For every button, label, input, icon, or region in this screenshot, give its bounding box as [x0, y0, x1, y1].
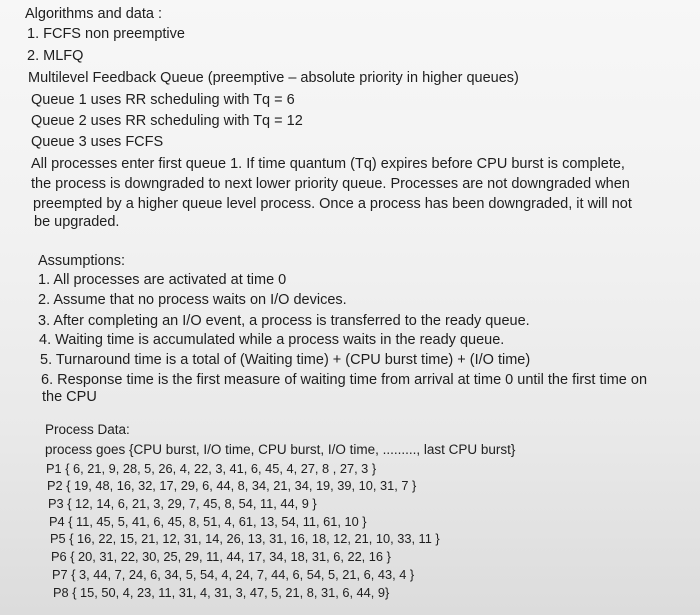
process-p4: P4 { 11, 45, 5, 41, 6, 45, 8, 51, 4, 61, 13, 54, 11, 61, 10 }	[49, 514, 367, 529]
algorithm-mlfq: 2. MLFQ	[27, 48, 84, 64]
algorithm-fcfs: 1. FCFS non preemptive	[27, 26, 185, 42]
process-p8: P8 { 15, 50, 4, 23, 11, 31, 4, 31, 3, 47, 5, 21, 8, 31, 6, 44, 9}	[53, 585, 390, 600]
assumption-1: 1. All processes are activated at time 0	[38, 272, 287, 288]
queue3-rule: Queue 3 uses FCFS	[31, 134, 164, 150]
process-data-heading: Process Data:	[45, 422, 130, 437]
assumption-3: 3. After completing an I/O event, a process is transferred to the ready queue.	[38, 313, 530, 329]
assumption-4: 4. Waiting time is accumulated while a process waits in the ready queue.	[39, 332, 505, 348]
rules-line-3: preempted by a higher queue level process. Once a process has been downgraded, it will not	[33, 196, 632, 212]
process-format: process goes {CPU burst, I/O time, CPU burst, I/O time, ........., last CPU burst}	[45, 442, 516, 457]
process-p7: P7 { 3, 44, 7, 24, 6, 34, 5, 54, 4, 24, 7, 44, 6, 54, 5, 21, 6, 43, 4 }	[52, 567, 415, 582]
queue1-rule: Queue 1 uses RR scheduling with Tq = 6	[31, 92, 295, 108]
process-p5: P5 { 16, 22, 15, 21, 12, 31, 14, 26, 13, 31, 16, 18, 12, 21, 10, 33, 11 }	[50, 531, 440, 546]
assumption-6-line-1: 6. Response time is the first measure of waiting time from arrival at time 0 until the first time on	[41, 372, 648, 388]
assumption-2: 2. Assume that no process waits on I/O devices.	[38, 292, 347, 308]
rules-line-1: All processes enter first queue 1. If time quantum (Tq) expires before CPU burst is complete,	[31, 156, 625, 172]
assumption-5: 5. Turnaround time is a total of (Waiting time) + (CPU burst time) + (I/O time)	[40, 352, 531, 368]
process-p1: P1 { 6, 21, 9, 28, 5, 26, 4, 22, 3, 41, 6, 45, 4, 27, 8 , 27, 3 }	[46, 461, 377, 476]
assumption-6-line-2: the CPU	[42, 389, 97, 405]
mlfq-definition: Multilevel Feedback Queue (preemptive – absolute priority in higher queues)	[28, 70, 519, 86]
process-p3: P3 { 12, 14, 6, 21, 3, 29, 7, 45, 8, 54, 11, 44, 9 }	[48, 496, 317, 511]
rules-line-2: the process is downgraded to next lower priority queue. Processes are not downgraded when	[31, 176, 630, 192]
doc-title: Algorithms and data :	[25, 6, 163, 22]
rules-line-4: be upgraded.	[34, 214, 120, 230]
assumptions-heading: Assumptions:	[38, 253, 126, 269]
queue2-rule: Queue 2 uses RR scheduling with Tq = 12	[31, 113, 303, 129]
process-p6: P6 { 20, 31, 22, 30, 25, 29, 11, 44, 17, 34, 18, 31, 6, 22, 16 }	[51, 549, 391, 564]
process-p2: P2 { 19, 48, 16, 32, 17, 29, 6, 44, 8, 34, 21, 34, 19, 39, 10, 31, 7 }	[47, 478, 417, 493]
